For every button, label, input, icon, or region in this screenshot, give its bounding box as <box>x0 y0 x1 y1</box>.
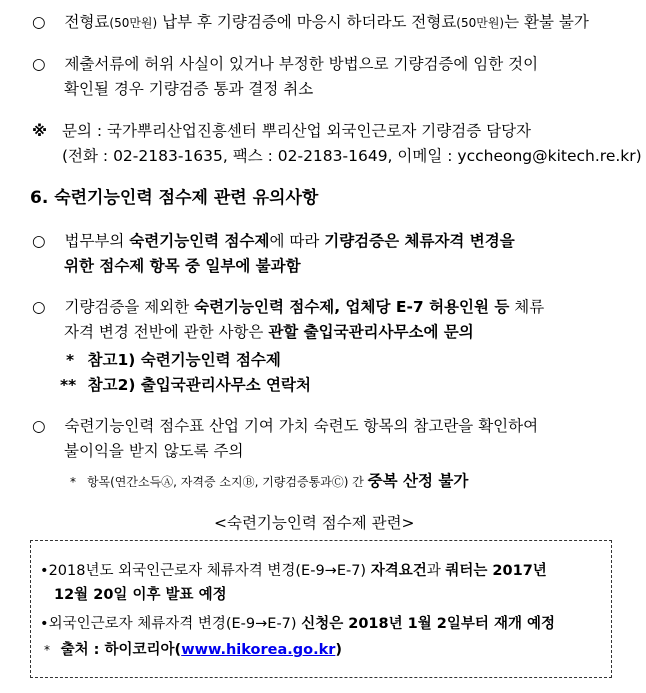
duplicate-note: * 항목(연간소득Ⓐ, 자격증 소지Ⓑ, 기량검증통과Ⓒ) 간 중복 산정 불가 <box>70 472 469 490</box>
circle-bullet-icon: ○ <box>32 417 46 435</box>
points-system-notice: ○ 법무부의 숙련기능인력 점수제에 따라 기량검증은 체류자격 변경을 <box>32 232 515 250</box>
dot-bullet-icon: • <box>40 616 49 632</box>
section-heading: 6. 숙련기능인력 점수제 관련 유의사항 <box>30 188 319 208</box>
box-caption: <숙련기능인력 점수제 관련> <box>214 514 415 532</box>
circle-bullet-icon: ○ <box>32 55 46 73</box>
reference-1: * 참고1) 숙련기능인력 점수제 <box>66 351 281 369</box>
score-table-notice: ○ 숙련기능인력 점수표 산업 기여 가치 숙련도 항목의 참고란을 확인하여 <box>32 417 539 435</box>
asterisk-icon: * <box>44 643 50 657</box>
reference-mark-icon: ※ <box>32 122 48 140</box>
asterisk-icon: * <box>70 475 76 489</box>
circle-bullet-icon: ○ <box>32 298 46 316</box>
asterisk-icon: * <box>66 351 75 369</box>
reference-2: ** 참고2) 출입국관리사무소 연락처 <box>60 376 311 394</box>
inquiry-notice-line2: 자격 변경 전반에 관한 사항은 관할 출입국관리사무소에 문의 <box>64 323 474 341</box>
circle-bullet-icon: ○ <box>32 13 46 31</box>
hikorea-link[interactable]: www.hikorea.go.kr <box>181 642 336 658</box>
false-document-notice: ○ 제출서류에 허위 사실이 있거나 부정한 방법으로 기량검증에 임한 것이 <box>32 55 539 73</box>
false-document-notice-line2: 확인될 경우 기량검증 통과 결정 취소 <box>64 80 314 98</box>
box-point-2: •외국인근로자 체류자격 변경(E-9→E-7) 신청은 2018년 1월 2일부터 재개 예정 <box>40 616 556 632</box>
double-asterisk-icon: ** <box>60 376 77 394</box>
inquiry-notice: ○ 기량검증을 제외한 숙련기능인력 점수제, 업체당 E-7 허용인원 등 체류 <box>32 298 545 316</box>
box-point-1-line2: 12월 20일 이후 발표 예정 <box>54 587 227 603</box>
refund-notice: ○ 전형료(50만원) 납부 후 기량검증에 마응시 하더라도 전형료(50만원)는 환불 불가 <box>32 13 589 31</box>
dot-bullet-icon: • <box>40 563 49 579</box>
contact-details: (전화 : 02-2183-1635, 팩스 : 02-2183-1649, 이메일 : yccheong@kitech.re.kr) <box>62 147 642 165</box>
points-system-notice-line2: 위한 점수제 항목 중 일부에 불과함 <box>64 257 301 275</box>
score-table-notice-line2: 불이익을 받지 않도록 주의 <box>64 442 244 460</box>
box-source: * 출처 : 하이코리아(www.hikorea.go.kr) <box>44 642 343 658</box>
box-point-1: •2018년도 외국인근로자 체류자격 변경(E-9→E-7) 자격요건과 쿼터는 2017년 <box>40 563 547 579</box>
circle-bullet-icon: ○ <box>32 232 46 250</box>
contact-info: ※ 문의 : 국가뿌리산업진흥센터 뿌리산업 외국인근로자 기량검증 담당자 <box>32 122 532 140</box>
